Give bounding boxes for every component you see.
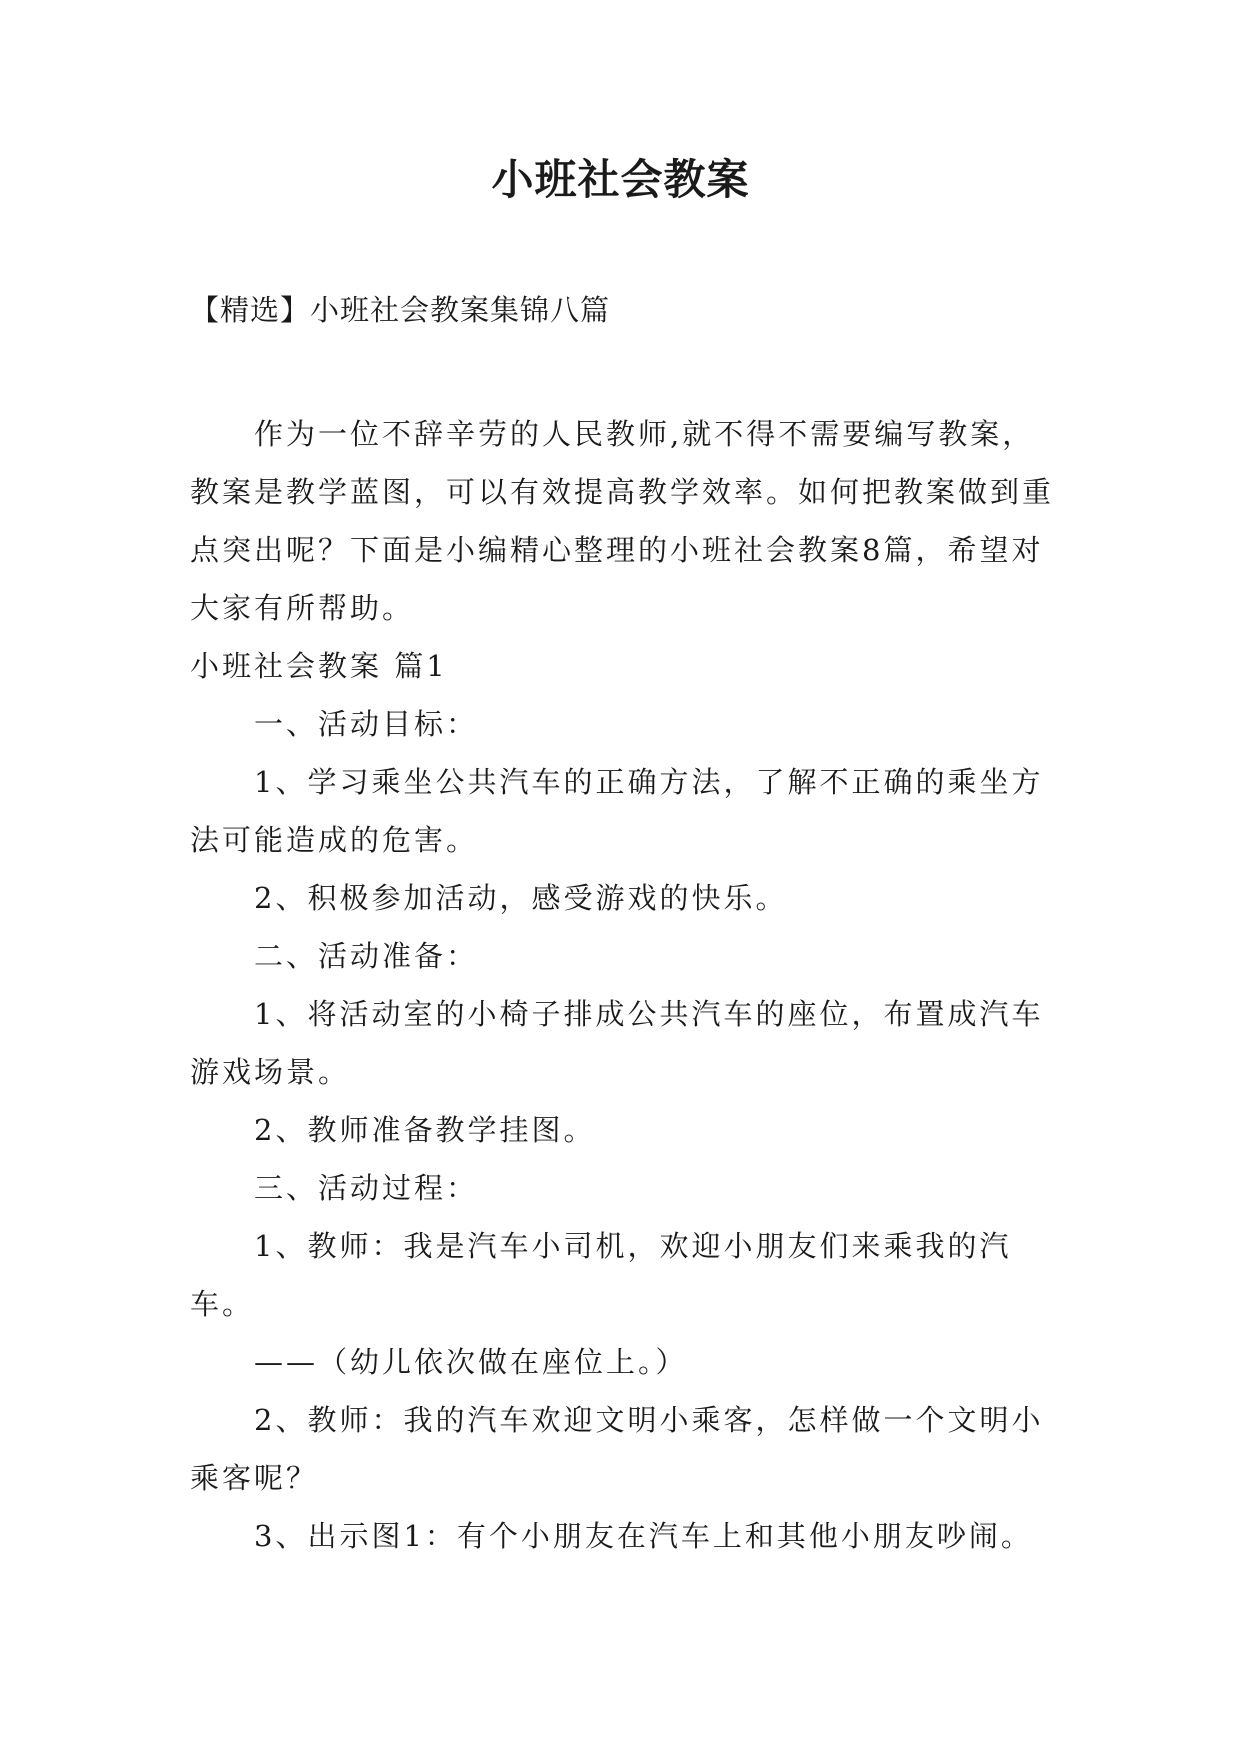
- activity-process-heading: 三、活动过程：: [254, 1171, 479, 1205]
- document-body: [190, 405, 1065, 1565]
- process-note: ——（幼儿依次做在座位上。）: [254, 1345, 688, 1379]
- process-item-1: 1、教师：我是汽车小司机，欢迎小朋友们来乘我的汽车。: [190, 1229, 1012, 1321]
- goal-item-1: 1、学习乘坐公共汽车的正确方法，了解不正确的乘坐方法可能造成的危害。: [190, 765, 1044, 857]
- activity-goals-heading: 一、活动目标：: [254, 707, 479, 741]
- process-item-3: 3、出示图1：有个小朋友在汽车上和其他小朋友吵闹。: [254, 1519, 1033, 1553]
- prep-item-1: 1、将活动室的小椅子排成公共汽车的座位，布置成汽车游戏场景。: [190, 997, 1044, 1089]
- document-subtitle: 【精选】小班社会教案集锦八篇: [190, 293, 611, 327]
- goal-item-2: 2、积极参加活动，感受游戏的快乐。: [254, 881, 788, 915]
- intro-paragraph: 作为一位不辞辛劳的人民教师,就不得不需要编写教案，教案是教学蓝图，可以有效提高教学效率。如何把教案做到重点突出呢？下面是小编精心整理的小班社会教案8篇，希望对大家有所帮助。: [190, 417, 1055, 625]
- prep-item-2: 2、教师准备教学挂图。: [254, 1113, 596, 1147]
- document-title: 小班社会教案: [491, 155, 750, 204]
- process-item-2: 2、教师：我的汽车欢迎文明小乘客，怎样做一个文明小乘客呢？: [190, 1403, 1044, 1495]
- activity-prep-heading: 二、活动准备：: [254, 939, 479, 973]
- section-heading: 小班社会教案 篇1: [190, 649, 448, 683]
